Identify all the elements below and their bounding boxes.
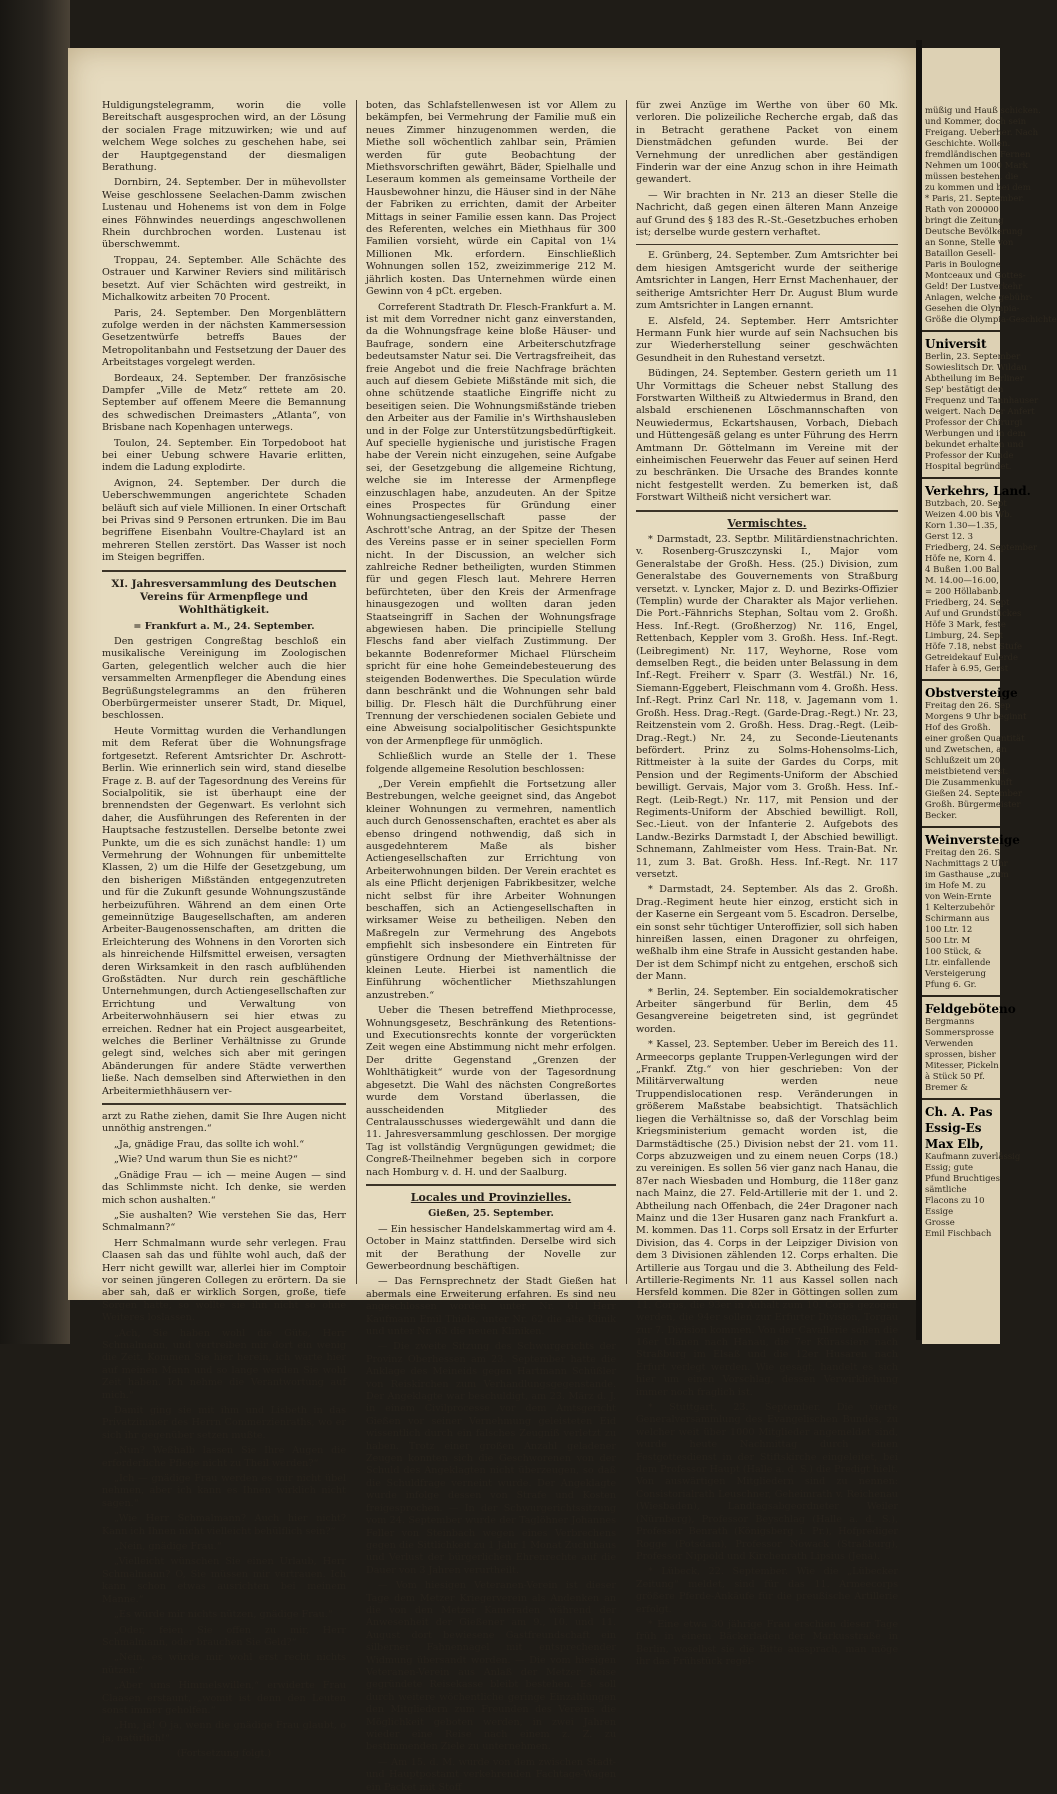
cropped-text-line: von Wein-Ernte <box>925 892 992 902</box>
cropped-text-line: Sep' bestätigt den <box>925 385 1004 395</box>
continuation-note: (Fortsetzung folgt.) <box>176 1748 272 1760</box>
cropped-text-line: Limburg, 24. Sept <box>925 631 1004 641</box>
section-heading: XI. Jahresversammlung des Deutschen Vereins für Armenpflege und Wohlthätigkeit. <box>111 577 337 616</box>
cropped-text-line: Hospital begründet. <box>925 462 1012 472</box>
section-divider <box>102 570 346 572</box>
article-paragraph: Den gestrigen Congreßtag beschloß ein musikalische Vereinigung im Zoologischen Garten, gelegentlich welcher auch die hier versammelten Armenpfleger die Abendung eines Begrüßungstelegramms an den früheren Oberbürgermeister unserer Stadt, Dr. Miquel, beschlossen. <box>102 636 346 722</box>
newspaper-page <box>68 48 916 1793</box>
cropped-ad-heading: Essig-Es <box>925 1121 982 1135</box>
cropped-text-line: und Kommer, doch sein <box>925 117 1027 127</box>
news-item: * Lübeck, 22. September. Wie die „Lübecker Zeitung“ meldet, sind für das 11. Armeecorps größere Pferde-Ankäufe für die preußische Artillerie erfolgt. <box>636 1566 898 1615</box>
cropped-text-line: M. 14.00—16.00, <box>925 576 999 586</box>
news-item: E. Grünberg, 24. September. Zum Amtsrichter bei dem hiesigen Amtsgericht wurde der seitherige Amtsrichter in Langen, Herr Ernst Machenhauer, der seitherige Amtsrichter Herr Dr. August Blum wurde zum Amtsrichter in Langen ernannt. <box>636 250 898 312</box>
news-item: * Eine etwa 30 jährige Frau erschien dieser Tage früh in einem Bäckerladen der Markusstraße in Berlin, woselbst sie die Bitte aussprach, man möge ihr das Frühstück regel- <box>636 1618 898 1668</box>
cropped-text-line: Hafer à 6.95, Gerst <box>925 664 1009 674</box>
feuilleton-line: „Oder, feien Sie offen zu mir, Herr Schmalmann, oder brauchen Sie Geld?“ <box>102 1624 346 1648</box>
dateline: = Frankfurt a. M., 24. September. <box>133 620 315 632</box>
cropped-text-line: Schlußzeit um 20 <box>925 756 1001 766</box>
cropped-text-line: Montceaux und Gottes- <box>925 271 1026 281</box>
cropped-text-line: Morgens 9 Uhr beginnt <box>925 712 1027 722</box>
cropped-text-line: Werbungen und in dem <box>925 429 1026 439</box>
feuilleton-line: „Ja, gnädige Frau, das sollte ich wohl.“ <box>114 1138 305 1150</box>
cropped-text-line: Geschichte. Wollen. <box>925 139 1011 149</box>
cropped-text-line: Gesehen die Olympia- <box>925 304 1020 314</box>
news-item: — Vom hiesigen Veteranen-Verein ist dieser Tage dem Metzer Kriegerverein als Andenken an die von den Metzer Kameraden während der Anwesenheit der Gießener am 9., 10. und 11. August dort bewiesene Gastfreundschaft ein silberner Fahnennagel mit entsprechender Widmung übersandt worden. — Die vom hiesigen Veteranen-Verein aus Anlaß der Metzer Reise gegründete Reisekasse bleibt bestehen. Es soll durch weitere wöchentliche geringe Einzahlungen den Mitgliedern zum Freunden des Vereins die Möglichkeit geboten werden, in zwei Jahren wieder eine Reise nach einem z. Z. zu bestimmenden Ziele zu unternehmen. <box>366 1580 616 1753</box>
cropped-ad-heading: Obstversteige <box>925 686 1018 700</box>
cropped-text-line: Freitag den 26. S <box>925 848 1001 858</box>
article-paragraph: Heute Vormittag wurden die Verhandlungen mit dem Referat über die Wohnungsfrage fortgesetzt. Referent Amtsrichter Dr. Aschrott-Berlin. Wie erinnerlich sein wird, stand dieselbe Frage z. B. auf der Tagesordnung des Vereins für Socialpolitik, sie ist überhaupt eine der brennendsten der Gegenwart. Es verlohnt sich daher, die Ausführungen des Referenten in der Hauptsache festzustellen. Derselbe betonte zwei Punkte, um die es sich zunächst handle: 1) um Vermehrung der Wohnungen für unbemittelte Klassen, 2) um die Hilfe der Gesetzgebung, um den bisherigen Mißständen entgegenzutreten und für die Zukunft gesunde Wohnungszustände herbeizuführen. Während an dem einen Orte gemeinnützige Baugesellschaften, am anderen Arbeiter-Baugenossenschaften, am dritten die Erleichterung des Wohnens in den Vororten sich als hinreichende Hilfsmittel erweisen, versagten deren Wirksamkeit in den rasch aufblühenden Großstädten. Nur durch rein geschäftliche Unternehmungen, durch Actiengesellschaften zur Errichtung und Verwaltung von Arbeiterwohnhäusern sei hier etwas zu erreichen. Redner hat ein Project ausgearbeitet, welches die Berliner Verhältnisse zu Grunde gelegt sind, welches sich aber mit geringen Abänderungen für andere Städte verwerthen ließe. Nach demselben sind Afterwiethen in den Arbeitermiethhäusern ver- <box>102 725 346 1097</box>
cropped-text-line: Essige <box>925 1207 954 1217</box>
cropped-text-line: im Hofe M. zu <box>925 881 986 891</box>
cropped-text-line: müßig und Hauß schicken. <box>925 106 1041 116</box>
column-rule <box>356 100 357 1284</box>
news-item: — Die zweite Sitzung des Schwurgerichts der Provinz Oberhessen am 23. September hatte die Anklage des Meineids gegen Hartmann Schüßler von Reiskirchen zum Verhandlungsgegenstande. Der Angeklagte war beschuldigt, am 23. März d. J. in einem Civilprocesse vor dem Amtsgericht Gießen vor seiner Vernehmung geleisteten Eid wissentlich durch ein falsches Zeugniß verletzt zu haben. Trotz einer großen Anzahl geladener Zeugen konnten sich die Geschworenen von der Schuld des Angeklagten nicht überzeugen, so daß die Schuldfrage verneint wurde. Der Angeklagte wurde infolge dessen von Strafe und Kosten freigesprochen. — In der Schwurgerichtssitzung vom 24. September wurde der Taglöhner Johannes Feller von Steinbach wegen eines Verbrechens gegen die Sittlichkeit zu 1 Jahr 1 Monat Zuchthaus und Verlust der bürgerlichen Ehrenrechte auf die Dauer von 3 Jahren verurtheilt. <box>366 1341 616 1576</box>
cropped-text-line: zu kommen und bei dem <box>925 183 1031 193</box>
cropped-text-line: 100 Stück, & <box>925 947 982 957</box>
feuilleton-line: „Wie? Und warum thun Sie es nicht?“ <box>114 1154 298 1166</box>
cropped-text-line: Die Zusammenkunft <box>925 778 1013 788</box>
cropped-text-line: im Gasthause „zum <box>925 870 1009 880</box>
cropped-text-line: Gerst 12. 3 <box>925 532 973 542</box>
news-item: * Darmstadt, 24. September. Als das 2. Großh. Drag.-Regiment heute hier einzog, ersticht sich in der Kaserne ein Sergeant vom 5. Escadron. Derselbe, ein sonst sehr tüchtiger Unteroffizier, soll sich haben hinreißen lassen, einen Dragoner zu ohrfeigen, weßhalb ihm eine Strafe in Aussicht gestanden habe. Der ist dem Schimpf nicht zu entgehen, erschoß sich der Mann. <box>636 884 898 983</box>
cropped-text-line: sämtliche <box>925 1185 967 1195</box>
news-item: Bordeaux, 24. September. Der französische Dampfer „Ville de Metz“ rettete am 20. September auf offenem Meere die Bemannung des schwedischen Dreimasters „Atlanta“, von Brisbane nach Kopenhagen unterwegs. <box>102 372 346 434</box>
cropped-text-line: 500 Ltr. M <box>925 936 971 946</box>
feuilleton-line: „Sie aushalten? Wie verstehen Sie das, Herr Schmalmann?“ <box>102 1209 346 1234</box>
divider <box>922 330 1000 332</box>
cropped-text-line: Mitesser, Pickeln <box>925 1061 999 1071</box>
adjacent-page-strip <box>922 48 1057 1344</box>
news-item: Huldigungstelegramm, worin die volle Bereitschaft ausgesprochen wird, an der Lösung der socialen Frage mitzuwirken; wie und auf welchem Wege solches zu geschehen habe, sei der Hauptgegenstand der diesmaligen Berathung. <box>102 100 346 174</box>
adjacent-page-text <box>922 106 1057 1240</box>
cropped-text-line: Berlin, 23. September <box>925 352 1021 362</box>
cropped-text-line: und Zwetschen, an <box>925 745 1007 755</box>
news-item: * Stuttgart, 23. September. Die vierte Generalversammlung des Evangelischen Bundes, zu welcher weit über 1000 Mitglieder angemeldet sind, wurde heute Nachmittag durch einen Festgottesdienst in der Stiftskirche eingeleitet, bei dem Professor Haupt (Halle a. d. S.) die Predigt hielt. Von auswärtigen Mitgliedern sind zu nennen: Consistorialrath Leuschner, Geheimrath v. Reichenau (Wiesbaden), Landtagsabgeordneter Weiler (Nürnberg), Professor Beyschlag (Halle a. d. S.), Professor Benrath (Königsberg i. Pr.), Hofprediger Rogge (Potsdam), Professor Nowack (Straßburg), Professor Nippold und Kirchenrath Lipsius (Jena). <box>636 1402 898 1562</box>
cropped-text-line: Bataillon Gesell- <box>925 249 996 259</box>
news-item: Troppau, 24. September. Alle Schächte des Ostrauer und Karwiner Reviers sind militärisch besetzt. Auf vier Schächten wird gestreikt, in Michalkowitz arbeiten 70 Procent. <box>102 254 346 304</box>
cropped-text-line: Friedberg, 24. September <box>925 543 1038 553</box>
news-item: — Ein hessischer Handelskammertag wird am 4. October in Mainz stattfinden. Derselbe wird sich mit der Berathung der Novelle zur Gewerbeordnung beschäftigen. <box>366 1223 616 1272</box>
cropped-text-line: einer großen Quantität <box>925 734 1025 744</box>
cropped-text-line: 4 Bußen 1.00 Bal <box>925 565 1000 575</box>
news-item: * Berlin, 24. September. Ein socialdemokratischer Arbeiter sängerbund für Berlin, dem 45 Gesangvereine beigetreten sind, ist gegründet worden. <box>636 986 898 1035</box>
news-item: Avignon, 24. September. Der durch die Ueberschwemmungen angerichtete Schaden beläuft sich auf viele Millionen. In einer Ortschaft bei Privas sind 9 Personen ertrunken. Die im Bau begriffene Eisenbahn Voultre-Chaylard ist an mehreren Stellen zerstört. Das Wasser ist noch im Steigen begriffen. <box>102 477 346 564</box>
cropped-text-line: = 200 Höllabanb. <box>925 587 1001 597</box>
cropped-text-line: Auf und Grundstückes <box>925 609 1022 619</box>
divider <box>636 244 898 245</box>
cropped-text-line: Sowieslitsch Dr. Wildau <box>925 363 1027 373</box>
article-paragraph: Correferent Stadtrath Dr. Flesch-Frankfurt a. M. ist mit dem Vorredner nicht ganz einverstanden, da die Wohnungsfrage keine bloße Häuser- und Baufrage, sondern eine Arbeiterschutzfrage bedeutsamster Natur sei. Die Vertragsfreiheit, das freie Angebot und die freie Nachfrage brächten auch auf diesem Gebiete Mißstände mit sich, die ohne schützende staatliche Eingriffe nicht zu beseitigen seien. Die Wohnungsmißstände trieben den Arbeiter aus der Familie in's Wirthshausleben und in der Folge zur Unterstützungsbedürftigkeit. Auf specielle hygienische und juristische Fragen habe der Verein nicht einzugehen, seine Aufgabe sei, der Gesetzgebung die allgemeine Richtung, welche sie im Interesse der Armenpflege einzuschlagen habe, anzudeuten. An der Spitze eines Prospectes für Gründung einer Wohnungsactiengesellschaft passe der Aschrott'sche Antrag, an der Spitze der Thesen des Vereins passe er in seiner speciellen Form nicht. In der Discussion, an welcher sich zahlreiche Redner betheiligten, wurden Stimmen für und gegen Flesch laut. Mehrere Herren befürchteten, über den Kreis der Armenfrage hinausgezogen und wollten daran jeden Staatseingriff in Sachen der Wohnungsfrage abgewiesen haben. Die principielle Stellung Fleschs fand aber vielfach Zustimmung. Der bekannte Bodenreformer Michael Flürscheim spricht für eine hohe Gemeindebesteuerung des steigenden Bodenwerthes. Die Speculation würde dann beschränkt und die Wohnungen sehr bald billig. Dr. Flesch hält die Durchführung einer Trennung der verschiedenen socialen Gebiete und eine Abweisung socialpolitischer Gesichtspunkte von der Armenpflege für unmöglich. <box>366 301 616 747</box>
cropped-text-line: Hof des Großh. <box>925 723 991 733</box>
cropped-text-line: Frequenz und Tannhauser <box>925 396 1039 406</box>
scan-edge <box>0 0 70 1344</box>
feuilleton-line: „Ich — gnädige Frau werden es mir nicht übel nehmen, aber ich kann es Ihnen wirklich nicht sagen.“ <box>102 1473 346 1509</box>
cropped-text-line: bringt die Zeitung <box>925 216 1004 226</box>
cropped-text-line: Größe die Olympia-Geschichte <box>925 315 1057 325</box>
cropped-text-line: Emil Fischbach <box>925 1229 992 1239</box>
cropped-text-line: Grosse <box>925 1218 955 1228</box>
cropped-ad-heading: Feldgeböteno <box>925 1002 1016 1016</box>
cropped-text-line: Versteigerung <box>925 969 986 979</box>
cropped-text-line: Korn 1.30—1.35, <box>925 521 998 531</box>
feuilleton-line: arzt zu Rathe ziehen, damit Sie Ihre Augen nicht unnöthig anstrengen.“ <box>102 1111 346 1135</box>
divider <box>922 477 1000 479</box>
cropped-text-line: Bremer & <box>925 1083 968 1093</box>
cropped-text-line: bekundet erhalten und <box>925 440 1024 450</box>
cropped-text-line: meistbietend verst. <box>925 767 1009 777</box>
feuilleton-line: „Hm, ja! O ja, wenn die gnädige Frau glaubt, o ja, natürlich!“ <box>102 1720 346 1744</box>
feuilleton-line: Herr Schmalmann wurde sehr verlegen. Frau Claasen sah das und fühlte wohl auch, daß der Herr nicht gewillt war, allerlei hier im Comptoir vor seinen jüngeren Collegen zu erörtern. Da sie aber sah, daß er wirklich Sorgen, große, tiefe Sorgen hatte, so wollte sie ihn nicht so ohne Weiteres loslassen. <box>102 1237 346 1324</box>
feuilleton-line: „Nein, gnädige Frau.“ <box>114 1541 222 1553</box>
cropped-text-line: an Sonne, Stelle von <box>925 238 1014 248</box>
cropped-text-line: Essig; gute <box>925 1163 974 1173</box>
cropped-text-line: sprossen, bisher <box>925 1050 996 1060</box>
news-item: E. Alsfeld, 24. September. Herr Amtsrichter Hermann Funk hier wurde auf sein Nachsuchen bis zur Wiederherstellung seiner geschwächten Gesundheit in den Ruhestand versetzt. <box>636 315 898 364</box>
news-item: Büdingen, 24. September. Gestern gerieth um 11 Uhr Vormittags die Scheuer nebst Stallung des Forstwarten Wiltheiß zu Altwiedermus in Brand, den alsbald erschienenen Löschmannschaften von Neuwiedermus, Eckartshausen, Vorbach, Diebach und Hüttengesäß gelang es unter Führung des Herrn Amtmann Dr. Göttelmann im Vereine mit der einheimischen Feuerwehr das Feuer auf seinen Herd zu beschränken. Die Ursache des Brandes konnte nicht festgestellt werden. Zu bemerken ist, daß Forstwart Wiltheiß nicht versichert war. <box>636 368 898 504</box>
cropped-text-line: Höfe 7.18, nebst Stufe <box>925 642 1023 652</box>
feuilleton-line: „Gnädige Frau — ich — meine Augen — sind das Schlimmste nicht. Ich denke, sie werden mich schon aushalten.“ <box>102 1169 346 1206</box>
cropped-text-line: 1 Kelterzubehör <box>925 903 995 913</box>
cropped-text-line: Professor der Kunde <box>925 451 1014 461</box>
cropped-text-line: Abtheilung im Berliner <box>925 374 1024 384</box>
cropped-ad-heading: Max Elb, <box>925 1137 984 1151</box>
cropped-text-line: Becker. <box>925 811 958 821</box>
cropped-text-line: weigert. Nach Der Anfert <box>925 407 1035 417</box>
feuilleton-divider <box>102 1103 346 1105</box>
cropped-text-line: Professor der Chirurgi <box>925 418 1023 428</box>
cropped-text-line: Deutsche Bevölkerung <box>925 227 1023 237</box>
section-heading: Locales und Provinzielles. <box>410 1190 572 1204</box>
cropped-text-line: Höfe 3 Mark, feste <box>925 620 1006 630</box>
cropped-heading: Universit <box>925 337 987 351</box>
cropped-text-line: 100 Ltr. 12 <box>925 925 973 935</box>
news-item: Dornbirn, 24. September. Der in mühevollster Weise geschlossene Seelachen-Damm zwischen Lustenau und Hohenems ist von dem in Folge eines Föhnwindes neuerdings angeschwollenen Rhein durchbrochen worden. Lustenau ist überschwemmt. <box>102 177 346 251</box>
divider <box>922 679 1000 681</box>
dateline: Gießen, 25. September. <box>428 1208 554 1220</box>
cropped-text-line: * Paris, 21. September. <box>925 194 1025 204</box>
news-item: — Das Fernsprechnetz der Stadt Gießen hat abermals eine Erweiterung erfahren. Es sind neu angeschlossen worden unter Nr. 61 Herr Kaufmann Emil Thiele, unter Nr. 62 die alte Klinik und unter Nr. 63 die neuen Kliniken. <box>366 1276 616 1337</box>
divider <box>922 995 1000 997</box>
feuilleton-line: „Wie Herr Schmalmann? Auch hier nicht? Kann ich Ihnen nicht vielleicht behülflich sein?“ <box>102 1513 346 1537</box>
news-item: Paris, 24. September. Den Morgenblättern zufolge werden in der nächsten Kammersession Gesetzentwürfe betreffs Baues der Metropolitanbahn und Festsetzung der Dauer des Arbeitstages vorgelegt werden. <box>102 307 346 369</box>
cropped-text-line: Freitag den 26. Sep <box>925 701 1011 711</box>
cropped-text-line: Ltr. einfallende <box>925 958 991 968</box>
section-divider <box>636 510 898 512</box>
cropped-text-line: Bergmanns <box>925 1017 975 1027</box>
cropped-text-line: Höfe ne, Korn 4. <box>925 554 996 564</box>
divider <box>922 826 1000 828</box>
column-1 <box>102 100 346 1760</box>
cropped-text-line: Getreidekauf Eulerde <box>925 653 1019 663</box>
article-paragraph: Ueber die Thesen betreffend Miethprocesse, Wohnungsgesetz, Beschränkung des Retentions- und Executionsrechts konnte der vorgerückten Zeit wegen eine Abstimmung nicht mehr erfolgen. Der dritte Gegenstand „Grenzen der Wohlthätigkeit“ wurde von der Tagesordnung abgesetzt. Die Wahl des nächsten Congreßortes wurde dem Vorstand überlassen, die ausscheidenden Mitglieder des Centralausschusses wiedergewählt und dann die 11. Jahresversammlung geschlossen. Der morgige Tag ist vollständig Vergnügungen gewidmet; die Congreß-Theilnehmer begeben sich in corpore nach Homburg v. d. H. und der Saalburg. <box>366 1005 616 1178</box>
cropped-text-line: Schirmann aus <box>925 914 990 924</box>
feuilleton-line: „Ach, Sie haben wohl die Güte, Herr Schmalmann, und vertreiben mir dort ein wenig die Zeit. Kommen Sie hier herein, ich warte hier auf meinen Mann und so lange werden Sie wohl Zeit haben. Ich nehme die Verantwortung auf mich.“ <box>102 1327 346 1401</box>
cropped-text-line: Friedberg, 24. Sept <box>925 598 1010 608</box>
feuilleton-line: „Aber ums Himmelswillen,“ erwiderte Frau Claasen erstaunt, „womit ist denn den Leuten sonst immer geholfen.“ <box>102 1680 346 1716</box>
news-item: * Kassel, 23. September. Ueber im Bereich des 11. Armeecorps geplante Truppen-Verlegungen wird der „Frankf. Ztg.“ von hier geschrieben: Von der Militärverwaltung werden neue Truppendislocationen resp. Veränderungen in größerem Maßstabe beabsichtigt. Thatsächlich liegen die Verhältnisse so, daß der Vorschlag beim Kriegsministerium gemacht worden ist, die Darmstädtische (25.) Division nebst der 21. vom 11. Corps abzuzweigen und zu einem neuen Corps (18.) zu vereinigen. Es sollen 56 vier ganz nach Hanau, die 87er nach Wiesbaden und Homburg, die 118er ganz nach Mainz, die 27. Feld-Artillerie mit der 1. und 2. Abtheilung nach Offenbach, die 24er Dragoner nach Mainz und die 13er Husaren ganz nach Frankfurt a. M. kommen. Das 11. Corps soll Ersatz in der Erfurter Division, das 4. Corps in der Leipziger Division von dem 3 Divisionen zählenden 12. Corps erhalten. Die Artillerie aus Torgau und die 3. Abtheilung des Feld-Artillerie-Regiments Nr. 11 aus Kassel sollen nach Hersfeld kommen. Die 82er in Göttingen sollen zum 11. Corps, die 93er in Anhalt zum 10. Corps gezogen werden, die 94er sollen zur Erfurter Division, Torgau zur 7. Division kommen. Von der Cavallerie sollen die 16er Ulanen nach Hanau, die 7er Kürassiere nach Straßburg im Elsaß und die 12er Husaren nach Erfurt verlegt werden. Wie gesagt, handelt es sich hier um einen Vorschlag, dessen Verwirklichung immer noch fraglich ist. <box>636 1039 898 1398</box>
feuilleton-line: Damit ging sie mit ihm und Lisbeth in das Privatzimmer des Herrn Commerzienraths, wo er sich ihr gegenüber setzen mußte. <box>102 1405 346 1441</box>
section-divider <box>366 1184 616 1186</box>
cropped-text-line: Gießen 24. September <box>925 789 1022 799</box>
feuilleton-line: „Vielleicht wünschen Sie einen Urlaub, Herr Schmalmann? O, Sie müssen mir vertrauen. Ich kann schon etwas ausrichten bei meinem Manne.“ <box>102 1556 346 1605</box>
cropped-text-line: Nehmen um 1000 Mark <box>925 161 1028 171</box>
cropped-ad-heading: Weinversteige <box>925 833 1020 847</box>
cropped-text-line: müssen bestehen, die <box>925 172 1019 182</box>
cropped-heading: Verkehrs, Land. <box>925 484 1031 498</box>
column-3 <box>636 100 898 1668</box>
article-paragraph: Schließlich wurde an Stelle der 1. These folgende allgemeine Resolution beschlossen: <box>366 751 616 775</box>
feuilleton-line: „Es würde mir nichts nützen, gnädige Frau.“ <box>114 1609 333 1621</box>
column-2 <box>366 100 616 1793</box>
column-rule <box>626 100 627 1284</box>
news-item: für zwei Anzüge im Werthe von über 60 Mk. verloren. Die polizeiliche Recherche ergab, daß das in Betracht gerathene Packet von einem Dienstmädchen gefunden wurde. Bei der Vernehmung der unredlichen aber geständigen Finderin war der eine Anzug schon in ihre Heimath gewandert. <box>636 100 898 186</box>
section-heading: Vermischtes. <box>727 516 807 530</box>
cropped-text-line: Paris in Boulogne <box>925 260 1001 270</box>
feuilleton-line: „Nun? Weßhalb lassen Sie Ihre Augen die erforderliche Pflege nicht zu Theil werden?“ <box>102 1445 346 1469</box>
cropped-text-line: Butzbach, 20. Sept <box>925 499 1007 509</box>
cropped-text-line: Pfund Bruchtiges <box>925 1174 1000 1184</box>
cropped-text-line: Nachmittags 2 Uhr <box>925 859 1008 869</box>
cropped-text-line: Flacons zu 10 <box>925 1196 985 1206</box>
news-item: Toulon, 24. September. Ein Torpedoboot hat bei einer Uebung schwere Havarie erlitten, indem die Ladung explodirte. <box>102 437 346 474</box>
cropped-text-line: Großh. Bürgermeister <box>925 800 1021 810</box>
article-paragraph: boten, das Schlafstellenwesen ist vor Allem zu bekämpfen, bei Vermehrung der Familie muß ein neues Zimmer hinzugenommen werden, die Miethe soll wöchentlich zahlbar sein, Prämien werden für gute Beobachtung der Miethsvorschriften gewährt, Bäder, Spielhalle und Leseraum kommen als gemeinsame Vortheile der Hausbewohner hinzu, die Häuser sind in der Nähe der Fabriken zu errichten, damit der Arbeiter Mittags in seiner Familie essen kann. Das Project des Referenten, welches ein Miethhaus für 300 Familien vorsieht, würde ein Capital von 1¼ Millionen Mk. erfordern. Einschließlich Wohnungen sollen 152, zweizimmerige 212 M. jährlich kosten. Das Unternehmen würde einen Gewinn von 4 pCt. ergeben. <box>366 100 616 298</box>
cropped-text-line: à Stück 50 Pf. <box>925 1072 985 1082</box>
cropped-text-line: Geld! Der Lustverkehr <box>925 282 1023 292</box>
cropped-text-line: fremdländischen Fernen <box>925 150 1031 160</box>
news-item: * Darmstadt, 23. Septbr. Militärdienstnachrichten. v. Rosenberg-Gruszczynski I., Major vom Generalstabe der Großh. Hess. (25.) Division, zum Generalstabe des Gouvernements von Straßburg versetzt. v. Lyncker, Major z. D. und Bezirks-Offizier (Templin) wurde der Charakter als Major verliehen. Die Port.-Fähnrichs Stephan, Soltau vom 2. Großh. Hess. Inf.-Regt. (Großherzog) Nr. 116, Engel, Rettenbach, Keppler vom 3. Großh. Hess. Inf.-Regt. (Leibregiment) Nr. 117, Weyhorne, Rose vom demselben Regt., die beiden unter Belassung in dem Inf.-Regt. Freiherr v. Sparr (3. Westfäl.) Nr. 16, Siemann-Eggebert, Fleischmann vom 4. Großh. Hess. Inf.-Regt. Prinz Carl Nr. 118, v. Jagemann vom 1. Großh. Hess. Drag.-Regt. (Garde-Drag.-Regt.) Nr. 23, Reitzenstein vom 2. Großh. Hess. Drag.-Regt. (Leib-Drag.-Regt.) Nr. 24, zu Seconde-Lieutenants befördert. Prinz zu Solms-Hohensolms-Lich, Rittmeister à la suite der Gardes du Corps, mit Pension und der Regiments-Uniform der Abschied bewilligt. Gervais, Major vom 3. Großh. Hess. Inf.-Regt. (Leib-Regt.) Nr. 117, mit Pension und der Regiments-Uniform der Abschied bewilligt. Roll, Sec.-Lieut. von der Infanterie 2. Aufgebots des Landw.-Bezirks Darmstadt I, der Abschied bewilligt. Schnemann, Zahlmeister vom Hess. Train-Bat. Nr. 11, zum 3. Bat. Großh. Hess. Inf.-Regt. Nr. 117 versetzt. <box>636 534 898 880</box>
cropped-text-line: Rath von 200000 <box>925 205 999 215</box>
cropped-text-line: Pfung 6. Gr. <box>925 980 977 990</box>
cropped-text-line: Anlagen, welche gebühr- <box>925 293 1033 303</box>
cropped-ad-heading: Ch. A. Pas <box>925 1105 993 1119</box>
cropped-text-line: Weizen 4.00 bis Wb. <box>925 510 1013 520</box>
feuilleton-line: „Nein, es würde mir wohl erst recht nichts nützen.“ <box>102 1652 346 1676</box>
cropped-text-line: Verwenden <box>925 1039 974 1049</box>
cropped-text-line: Kaufmann zuverlässig <box>925 1152 1021 1162</box>
news-item: — Wir brachten in Nr. 213 an dieser Stelle die Nachricht, daß gegen einen älteren Mann Anzeige auf Grund des § 183 des R.-St.-Gesetzbuches erhoben ist; derselbe wurde gestern verhaftet. <box>636 189 898 239</box>
news-item: — Am 15. d. M. wurde von dem zwischen Stadt- und Hauptpostamt verkehrenden Fachtage-Wagen ein Packet mit Stoff <box>366 1756 616 1793</box>
cropped-text-line: Freigang. Ueberher. Nach <box>925 128 1039 138</box>
cropped-text-line: Sommersprosse <box>925 1028 994 1038</box>
divider <box>922 1098 1000 1100</box>
resolution-quote: „Der Verein empfiehlt die Fortsetzung aller Bestrebungen, welche geeignet sind, das Angebot kleiner Wohnungen zu vermehren, namentlich auch durch Genossenschaften, erachtet es aber als ebenso dringend nothwendig, daß sich in ausgedehnterem Maße als bisher Actiengesellschaften zur Errichtung von Arbeiterwohnungen bilden. Der Verein erachtet es als eine Pflicht derjenigen Fabrikbesitzer, welche nicht selbst für ihre Arbeiter Wohnungen beschaffen, sich an Actiengesellschaften in wirksamer Weise zu betheiligen. Neben den Maßregeln zur Vermehrung des Angebots empfiehlt sich insbesondere ein Eintreten für günstigere Ordnung der Miethverhältnisse der kleinen Leute. Hierbei ist namentlich die Einführung wöchentlicher Miethszahlungen anzustreben.“ <box>366 778 616 1001</box>
